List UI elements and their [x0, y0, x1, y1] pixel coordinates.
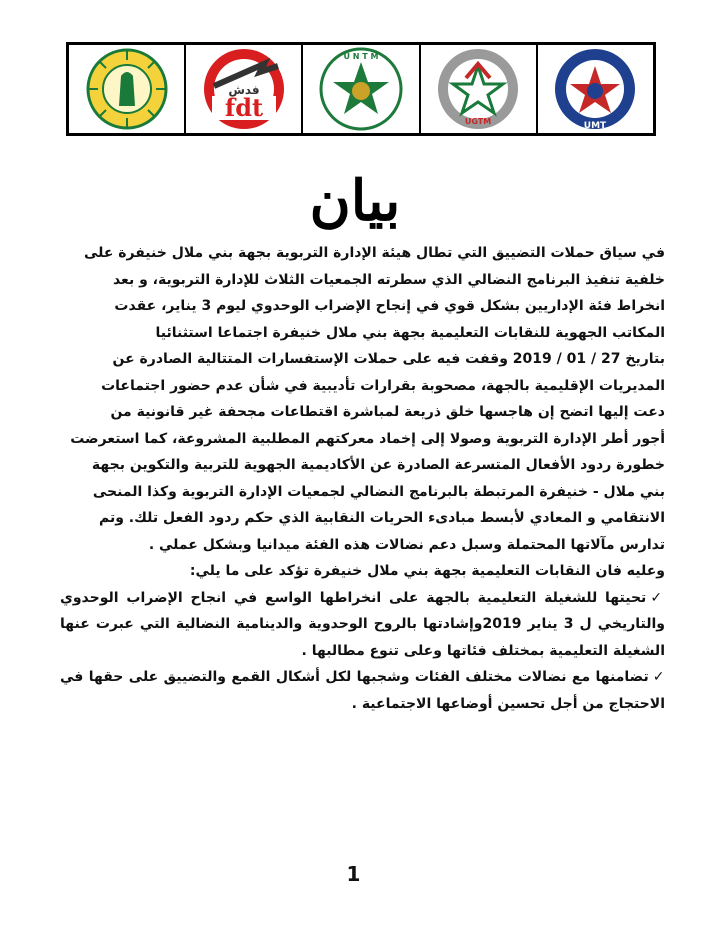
untm-logo	[301, 45, 418, 133]
page-number: 1	[346, 862, 361, 886]
statement-line: المكاتب الجهوية للنقابات التعليمية بجهة بني ملال خنيفرة اجتماعا استثنائيا	[155, 324, 665, 341]
ugtm-logo	[419, 45, 536, 133]
fdt-logo	[184, 45, 301, 133]
ugtm-logo-text: UGTM	[465, 117, 492, 126]
umt-logo-text: UMT	[584, 121, 607, 131]
statement-line: دعت إليها اتضح إن هاجسها خلق ذريعة لمباشرة اقتطاعات مجحفة غير قانونية من	[110, 404, 665, 420]
statement-line: أجور أطر الإدارة التربوية وصولا إلى إخماد معركتهم المطلبية المشروعة، كما استعرضت	[70, 430, 665, 447]
statement-line: تدارس مآلاتها المحتملة وسبل دعم نضالات هذه الفئة ميدانيا وبشكل عملي .	[148, 536, 665, 553]
resolution-text: تحيتها للشغيلة التعليمية بالجهة على انخراطها الواسع في انجاح الإضراب الوحدوي والتاريخي ل 3 يناير 2019وإشادتها بالروح الوحدوية والدينامية النضالية التي عبرت عنها الشغيلة التعليمية بمختلف فئاتها وعلى تنوع مطالبها .	[60, 589, 665, 659]
union-logo-umt-icon	[545, 46, 645, 132]
umt-logo	[536, 45, 653, 133]
document-title	[200, 168, 510, 230]
statement-line: المديريات الإقليمية بالجهة، مصحوبة بقرارات تأديبية في شأن عدم حضور اجتماعات	[101, 377, 665, 394]
untm-logo-text: U N T M	[343, 52, 379, 61]
statement-line: في سياق حملات التضييق التي تطال هيئة الإدارة التربوية بجهة بني ملال خنيفرة على	[83, 245, 665, 261]
checkmark-icon: ✓	[650, 589, 665, 606]
resolution-item	[60, 585, 665, 665]
statement-line: خطورة ردود الأفعال المتسرعة الصادرة عن الأكاديمية الجهوية للتربية والتكوين بجهة	[91, 457, 665, 473]
resolutions-list	[60, 585, 665, 718]
union-logos-banner	[66, 42, 656, 136]
cdt-logo	[69, 45, 184, 133]
resolution-item	[60, 664, 665, 717]
statement-line: بتاريخ 27 / 01 / 2019 وقفت فيه على حملات الإستفسارات المتتالية الصادرة عن	[112, 351, 665, 367]
statement-intro: وعليه فان النقابات التعليمية بجهة بني ملال خنيفرة تؤكد على ما يلي:	[189, 563, 665, 579]
statement-line: خلفية تنفيذ البرنامج النضالي الذي سطرته الجمعيات الثلاث للإدارة التربوية، و بعد	[112, 271, 665, 288]
fdt-logo-arabic: فدش	[228, 83, 260, 97]
statement-line: بني ملال - خنيفرة المرتبطة بالبرنامج النضالي لجمعيات الإدارة التربوية وكذا المنحى	[92, 483, 665, 500]
union-logo-fdt-icon	[194, 46, 294, 132]
union-logo-cdt-icon	[77, 46, 177, 132]
union-logo-ugtm-icon	[428, 46, 528, 132]
statement-line: الانتقامي و المعادي لأبسط مبادىء الحريات النقابية الذي حكم ردود الفعل تلك. وتم	[98, 510, 665, 526]
union-logo-untm-icon	[311, 46, 411, 132]
resolution-text: تضامنها مع نضالات مختلف الفئات وشجبها لكل أشكال القمع والتضييق على حقها في الاحتجاج من أجل تحسين أوضاعها الاجتماعية .	[60, 669, 665, 712]
statement-line: انخراط فئة الإداريين بشكل قوي في إنجاح الإضراب الوحدوي ليوم 3 يناير، عقدت	[114, 298, 665, 314]
document-title-text: بيان	[309, 168, 401, 230]
fdt-logo-text: fdt	[224, 93, 263, 122]
statement-body	[60, 240, 665, 717]
checkmark-icon: ✓	[652, 669, 665, 685]
